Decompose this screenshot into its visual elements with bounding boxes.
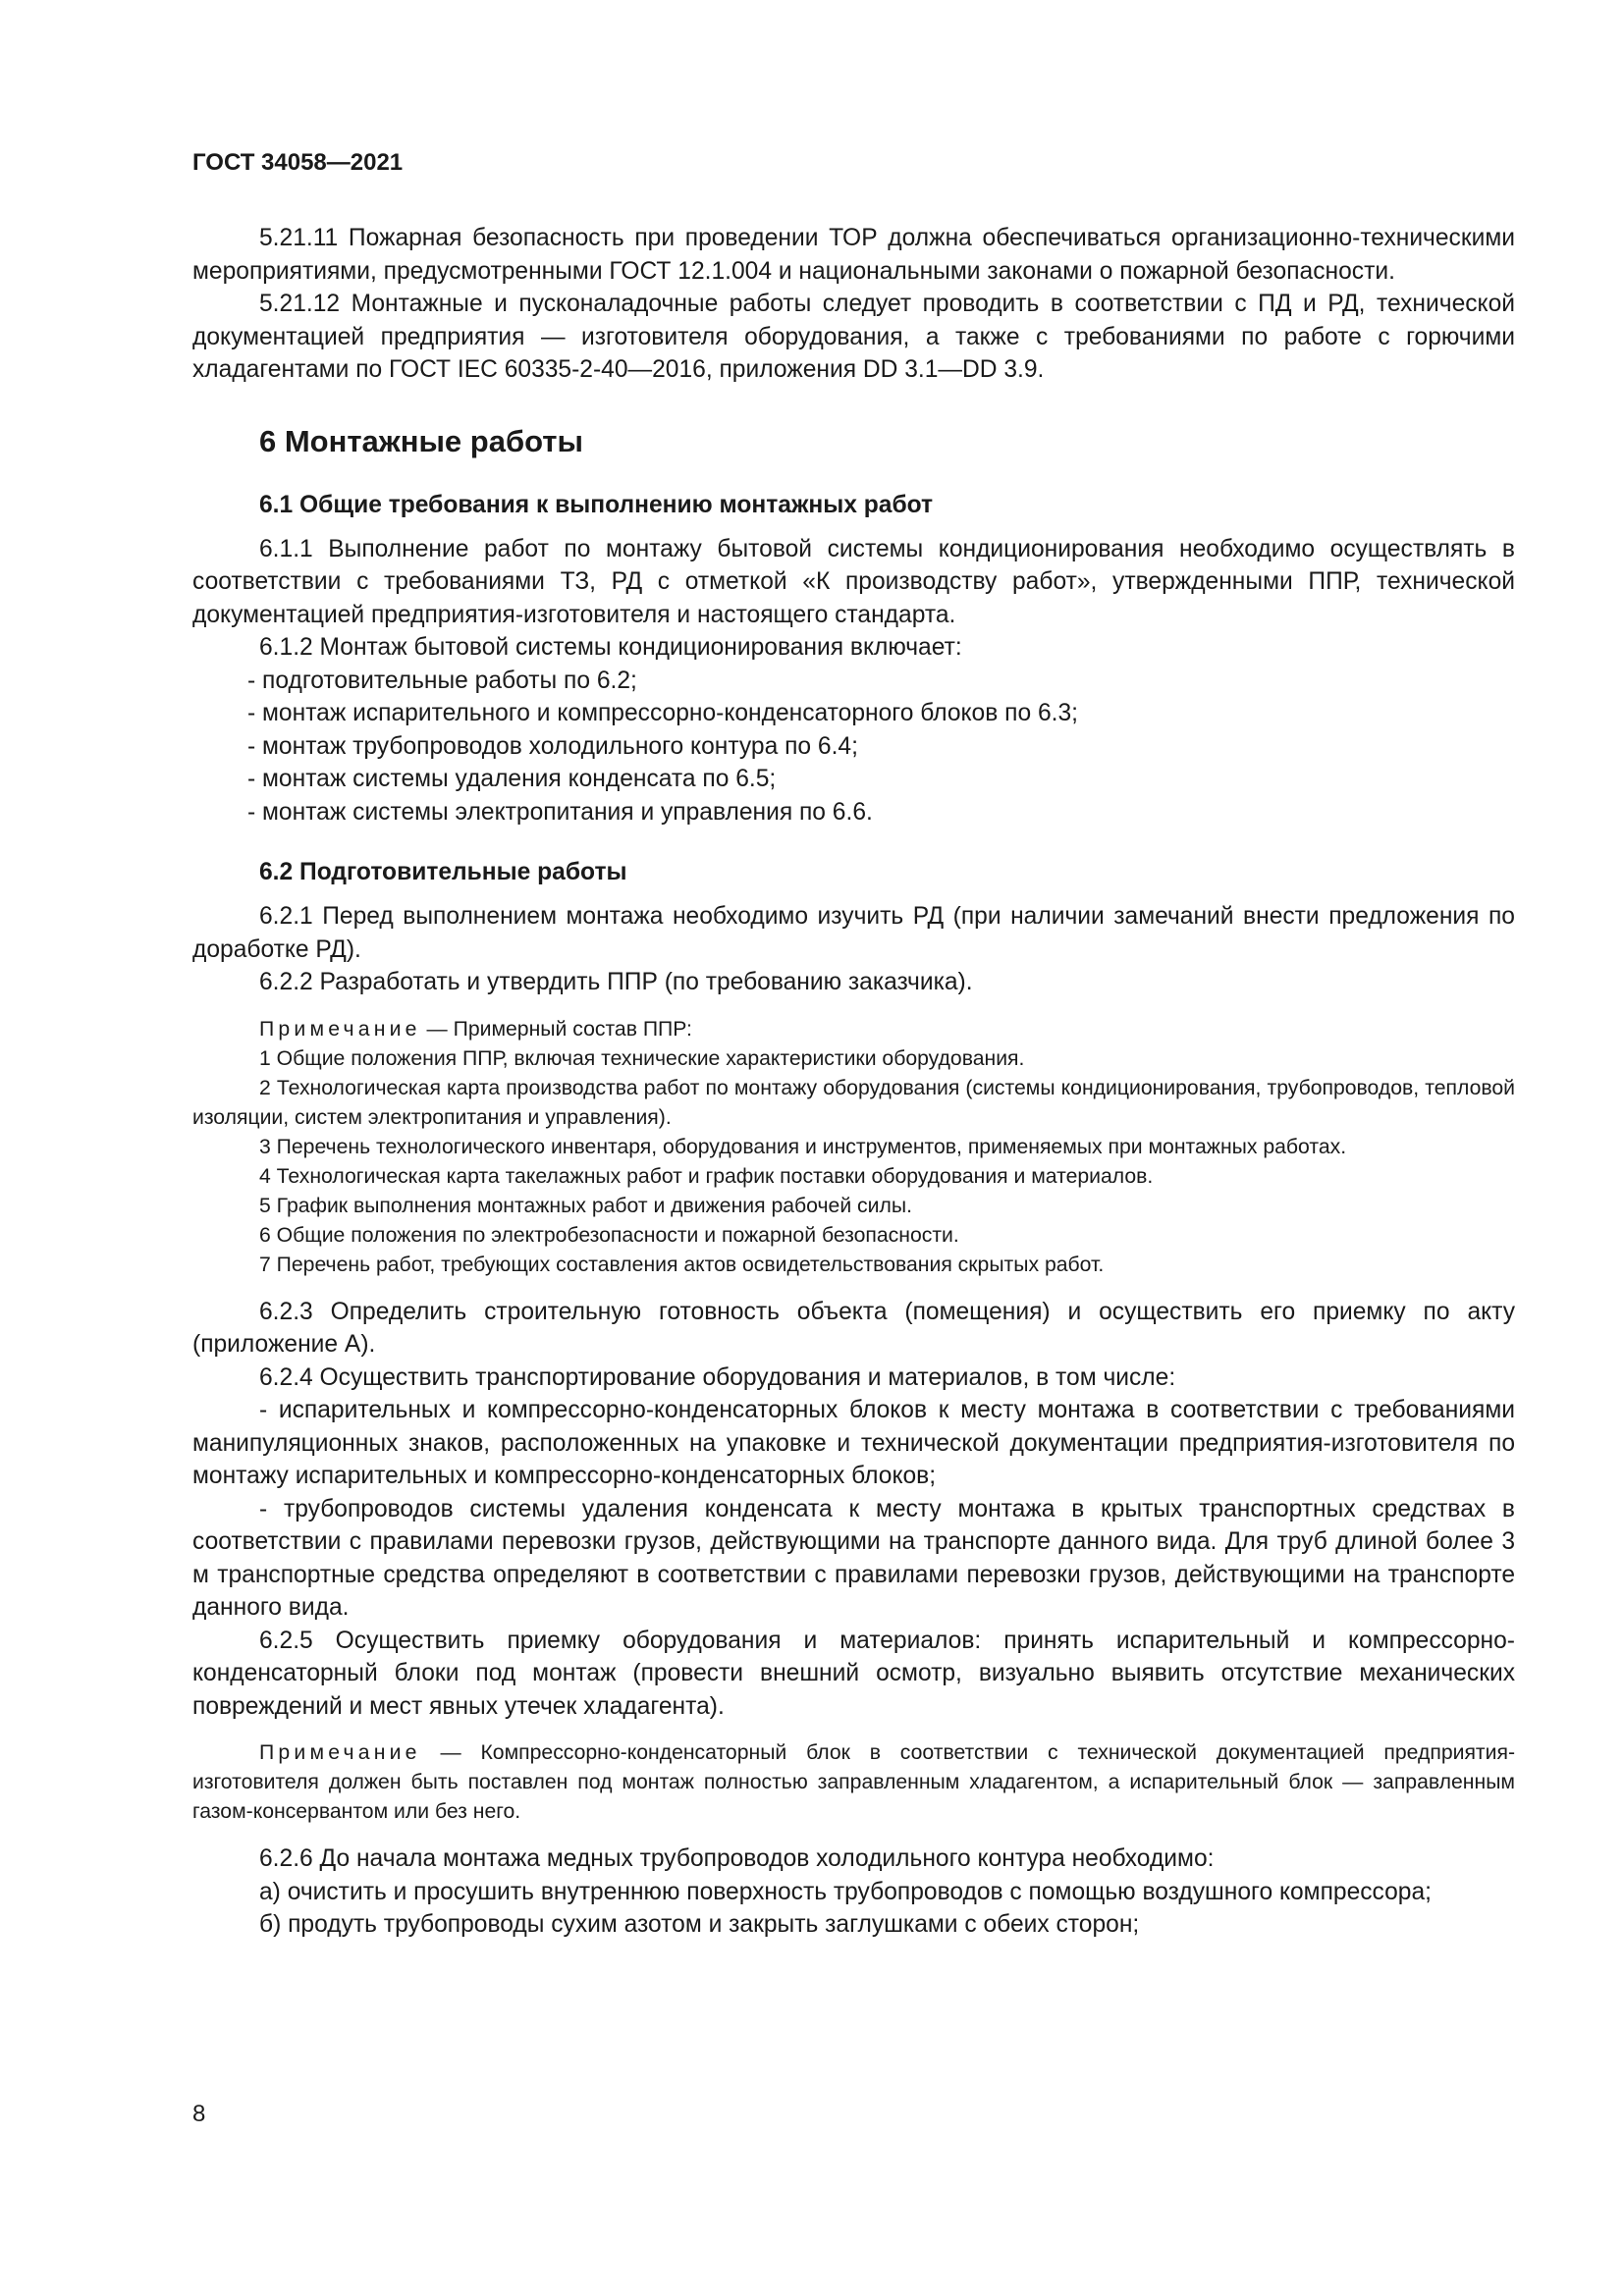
paragraph-6-2-1: 6.2.1 Перед выполнением монтажа необходимо изучить РД (при наличии замечаний внести предложения по доработке РД). — [192, 903, 1515, 963]
list-item: - монтаж системы электропитания и управления по 6.6. — [247, 798, 873, 826]
note-1-item: 7 Перечень работ, требующих составления актов освидетельствования скрытых работ. — [259, 1253, 1105, 1276]
list-item: - монтаж трубопроводов холодильного контура по 6.4; — [247, 732, 858, 760]
list-item: - трубопроводов системы удаления конденсата к месту монтажа в крытых транспортных средствах в соответствии с правилами перевозки грузов, действующими на транспорте данного вида. Для труб длиной более 3 м транспортные средства определяют в соответствии с правилами перевозки грузов, действующими на транспорте данного вида. — [192, 1495, 1515, 1621]
paragraph-6-2-3: 6.2.3 Определить строительную готовность объекта (помещения) и осуществить его приемку по акту (приложение А). — [192, 1298, 1515, 1358]
subsection-6-2-title: 6.2 Подготовительные работы — [259, 859, 627, 885]
subsection-6-1-title: 6.1 Общие требования к выполнению монтажных работ — [259, 491, 934, 518]
list-item: - монтаж испарительного и компрессорно-конденсаторного блоков по 6.3; — [247, 700, 1078, 726]
note-2-label: Примечание — [259, 1741, 421, 1764]
note-1-label: Примечание — [259, 1017, 421, 1041]
paragraph-6-2-2: 6.2.2 Разработать и утвердить ППР (по требованию заказчика). — [259, 969, 973, 995]
paragraph-6-2-5: 6.2.5 Осуществить приемку оборудования и материалов: принять испарительный и компрессорно-конденсаторный блоки под монтаж (провести внешний осмотр, визуально выявить отсутствие механических повреждений и мест явных утечек хладагента). — [192, 1627, 1515, 1720]
paragraph-6-2-6: 6.2.6 До начала монтажа медных трубопроводов холодильного контура необходимо: — [259, 1845, 1215, 1872]
note-1-item: 6 Общие положения по электробезопасности и пожарной безопасности. — [259, 1223, 959, 1247]
note-2-text: — Компрессорно-конденсаторный блок в соответствии с технической документацией предприятия-изготовителя должен быть поставлен под монтаж полностью заправленным хладагентом, а испарительный блок — заправленным газом-консервантом или без него. — [192, 1741, 1515, 1823]
section-6-title: 6 Монтажные работы — [259, 423, 583, 458]
paragraph-5-21-12: 5.21.12 Монтажные и пусконаладочные работы следует проводить в соответствии с ПД и РД, технической документацией предприятия — изготовителя оборудования, а также с требованиями по работе с горючими хладагентами по ГОСТ IEC 60335-2-40—2016, приложения DD 3.1—DD 3.9. — [192, 291, 1515, 383]
list-item: - испарительных и компрессорно-конденсаторных блоков к месту монтажа в соответствии с требованиями манипуляционных знаков, расположенных на упаковке и технической документации предприятия-изготовителя по монтажу испарительных и компрессорно-конденсаторных блоков; — [192, 1397, 1515, 1489]
list-item: а) очистить и просушить внутреннюю поверхность трубопроводов с помощью воздушного компрессора; — [259, 1878, 1432, 1905]
paragraph-6-2-4: 6.2.4 Осуществить транспортирование оборудования и материалов, в том числе: — [259, 1363, 1176, 1391]
list-item: - подготовительные работы по 6.2; — [247, 667, 637, 694]
page-number: 8 — [192, 2101, 206, 2127]
note-1-item: 4 Технологическая карта такелажных работ и график поставки оборудования и материалов. — [259, 1164, 1154, 1188]
note-1 — [192, 1015, 1515, 1044]
list-item: б) продуть трубопроводы сухим азотом и закрыть заглушками с обеих сторон; — [259, 1911, 1140, 1938]
note-1-item: 5 График выполнения монтажных работ и движения рабочей силы. — [259, 1194, 912, 1217]
paragraph-6-1-1: 6.1.1 Выполнение работ по монтажу бытовой системы кондиционирования необходимо осуществлять в соответствии с требованиями ТЗ, РД с отметкой «К производству работ», утвержденными ППР, технической документацией предприятия-изготовителя и настоящего стандарта. — [192, 535, 1515, 628]
document-header: ГОСТ 34058—2021 — [192, 149, 404, 176]
note-1-text: — Примерный состав ППР: — [420, 1017, 692, 1041]
note-1-item: 1 Общие положения ППР, включая технические характеристики оборудования. — [259, 1046, 1025, 1070]
paragraph-5-21-11: 5.21.11 Пожарная безопасность при проведении ТОР должна обеспечиваться организационно-техническими мероприятиями, предусмотренными ГОСТ 12.1.004 и национальными законами о пожарной безопасности. — [192, 225, 1515, 285]
list-item: - монтаж системы удаления конденсата по 6.5; — [247, 766, 777, 792]
note-1-item: 3 Перечень технологического инвентаря, оборудования и инструментов, применяемых при монтажных работах. — [259, 1135, 1347, 1158]
note-2 — [192, 1738, 1515, 1827]
note-1-item: 2 Технологическая карта производства работ по монтажу оборудования (системы кондиционирования, трубопроводов, тепловой изоляции, систем электропитания и управления). — [192, 1076, 1515, 1129]
paragraph-6-1-2: 6.1.2 Монтаж бытовой системы кондиционирования включает: — [259, 634, 962, 661]
page-content — [192, 222, 1515, 1942]
